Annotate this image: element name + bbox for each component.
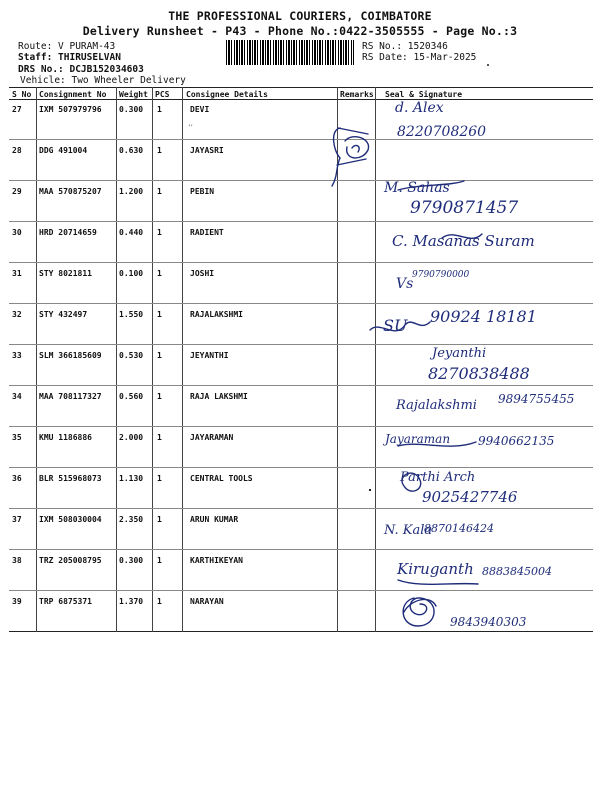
row-pcs: 1 <box>157 310 162 319</box>
row-signature: M. Sahas <box>384 180 450 196</box>
row-consignee: DEVI <box>190 105 210 114</box>
row-pcs: 1 <box>157 597 162 606</box>
row-weight: 0.630 <box>119 146 144 155</box>
row-pcs: 1 <box>157 146 162 155</box>
row-consignment: DDG 491004 <box>39 146 88 155</box>
col-header-signature: Seal & Signature <box>385 90 463 99</box>
row-weight: 1.370 <box>119 597 144 606</box>
row-weight: 0.440 <box>119 228 144 237</box>
row-signature-phone: 8883845004 <box>482 565 552 578</box>
row-consignee: ARUN KUMAR <box>190 515 239 524</box>
vehicle-label: Vehicle: Two Wheeler Delivery <box>20 75 186 86</box>
row-sno: 28 <box>12 146 22 155</box>
row-weight: 1.130 <box>119 474 144 483</box>
row-signature: d. Alex <box>395 100 444 116</box>
row-signature-phone: 8870146424 <box>424 522 494 535</box>
route-label: Route: V PURAM-43 <box>18 41 116 52</box>
row-signature: N. Kala <box>384 523 433 538</box>
row-signature: Jayaraman <box>385 432 451 446</box>
row-pcs: 1 <box>157 269 162 278</box>
row-consignee: NARAYAN <box>190 597 224 606</box>
row-weight: 0.300 <box>119 105 144 114</box>
row-consignment: IXM 507979796 <box>39 105 102 114</box>
row-sno: 39 <box>12 597 22 606</box>
row-consignee: JEYANTHI <box>190 351 229 360</box>
stray-mark <box>487 64 489 66</box>
rs-date: RS Date: 15-Mar-2025 <box>362 52 477 63</box>
row-sno: 29 <box>12 187 22 196</box>
row-weight: 0.300 <box>119 556 144 565</box>
row-sno: 31 <box>12 269 22 278</box>
row-signature-phone: 9790871457 <box>410 198 519 218</box>
row-consignment: SLM 366185609 <box>39 351 102 360</box>
row-consignee: CENTRAL TOOLS <box>190 474 253 483</box>
col-header-pcs: PCS <box>155 90 170 99</box>
row-consignee: PEBIN <box>190 187 215 196</box>
row-weight: 0.560 <box>119 392 144 401</box>
row-sno: 38 <box>12 556 22 565</box>
row-consignment: STY 432497 <box>39 310 88 319</box>
row-sno: 33 <box>12 351 22 360</box>
row-sno: 37 <box>12 515 22 524</box>
row-sno: 32 <box>12 310 22 319</box>
row-signature-phone: 9025427746 <box>422 488 518 506</box>
row-signature: C. Masanas Suram <box>392 232 535 250</box>
row-weight: 2.000 <box>119 433 144 442</box>
row-consignment: BLR 515968073 <box>39 474 102 483</box>
row-signature-phone: 9894755455 <box>498 392 575 406</box>
barcode-image <box>226 40 354 65</box>
row-pcs: 1 <box>157 105 162 114</box>
row-signature-phone: 9790790000 <box>412 270 470 280</box>
row-signature-phone: 9940662135 <box>478 434 555 448</box>
row-consignment: TRZ 205008795 <box>39 556 102 565</box>
row-consignment: KMU 1186886 <box>39 433 92 442</box>
row-signature-phone: 90924 18181 <box>430 307 537 326</box>
row-consignment: STY 8021811 <box>39 269 92 278</box>
row-pcs: 1 <box>157 556 162 565</box>
row-pcs: 1 <box>157 351 162 360</box>
row-consignee: JAYASRI <box>190 146 224 155</box>
row-consignment: HRD 20714659 <box>39 228 97 237</box>
row-consignee: RAJA LAKSHMI <box>190 392 248 401</box>
row-pcs: 1 <box>157 474 162 483</box>
row-consignee: JOSHI <box>190 269 215 278</box>
row-consignment: IXM 508030004 <box>39 515 102 524</box>
row-signature: Parthi Arch <box>400 470 476 485</box>
row-signature: Rajalakshmi <box>396 398 477 413</box>
stray-mark: ʼʼ <box>188 124 193 132</box>
row-sno: 30 <box>12 228 22 237</box>
row-consignee: RADIENT <box>190 228 224 237</box>
row-signature-phone: 8270838488 <box>428 364 530 383</box>
staff-label: Staff: THIRUSELVAN <box>18 52 121 63</box>
row-sno: 35 <box>12 433 22 442</box>
row-consignee: KARTHIKEYAN <box>190 556 243 565</box>
row-weight: 0.530 <box>119 351 144 360</box>
sheet-title: Delivery Runsheet - P43 - Phone No.:0422-3505555 - Page No.:3 <box>82 24 518 38</box>
row-signature: Vs <box>396 276 414 292</box>
drs-number: DRS No.: DCJB152034603 <box>18 64 144 75</box>
row-pcs: 1 <box>157 228 162 237</box>
row-pcs: 1 <box>157 433 162 442</box>
row-signature-phone: 8220708260 <box>397 124 487 140</box>
company-title: THE PROFESSIONAL COURIERS, COIMBATORE <box>168 9 432 23</box>
row-weight: 1.200 <box>119 187 144 196</box>
row-signature: Kiruganth <box>397 560 474 578</box>
stray-mark <box>369 489 371 491</box>
row-weight: 2.350 <box>119 515 144 524</box>
col-header-consignee: Consignee Details <box>186 90 268 99</box>
row-pcs: 1 <box>157 392 162 401</box>
row-consignee: RAJALAKSHMI <box>190 310 243 319</box>
row-consignment: TRP 6875371 <box>39 597 92 606</box>
row-consignee: JAYARAMAN <box>190 433 234 442</box>
row-signature-phone: 9843940303 <box>450 615 527 629</box>
row-signature: Jeyanthi <box>432 346 487 361</box>
col-header-weight: Weight <box>119 90 148 99</box>
row-signature: SU <box>383 316 408 335</box>
row-weight: 1.550 <box>119 310 144 319</box>
col-header-consignment: Consignment No <box>39 90 107 99</box>
row-sno: 36 <box>12 474 22 483</box>
row-pcs: 1 <box>157 187 162 196</box>
row-sno: 34 <box>12 392 22 401</box>
row-weight: 0.100 <box>119 269 144 278</box>
rs-number: RS No.: 1520346 <box>362 41 448 52</box>
row-pcs: 1 <box>157 515 162 524</box>
col-header-sno: S No <box>12 90 32 99</box>
row-consignment: MAA 570875207 <box>39 187 102 196</box>
row-sno: 27 <box>12 105 22 114</box>
col-header-remarks: Remarks <box>340 90 374 99</box>
row-consignment: MAA 708117327 <box>39 392 102 401</box>
